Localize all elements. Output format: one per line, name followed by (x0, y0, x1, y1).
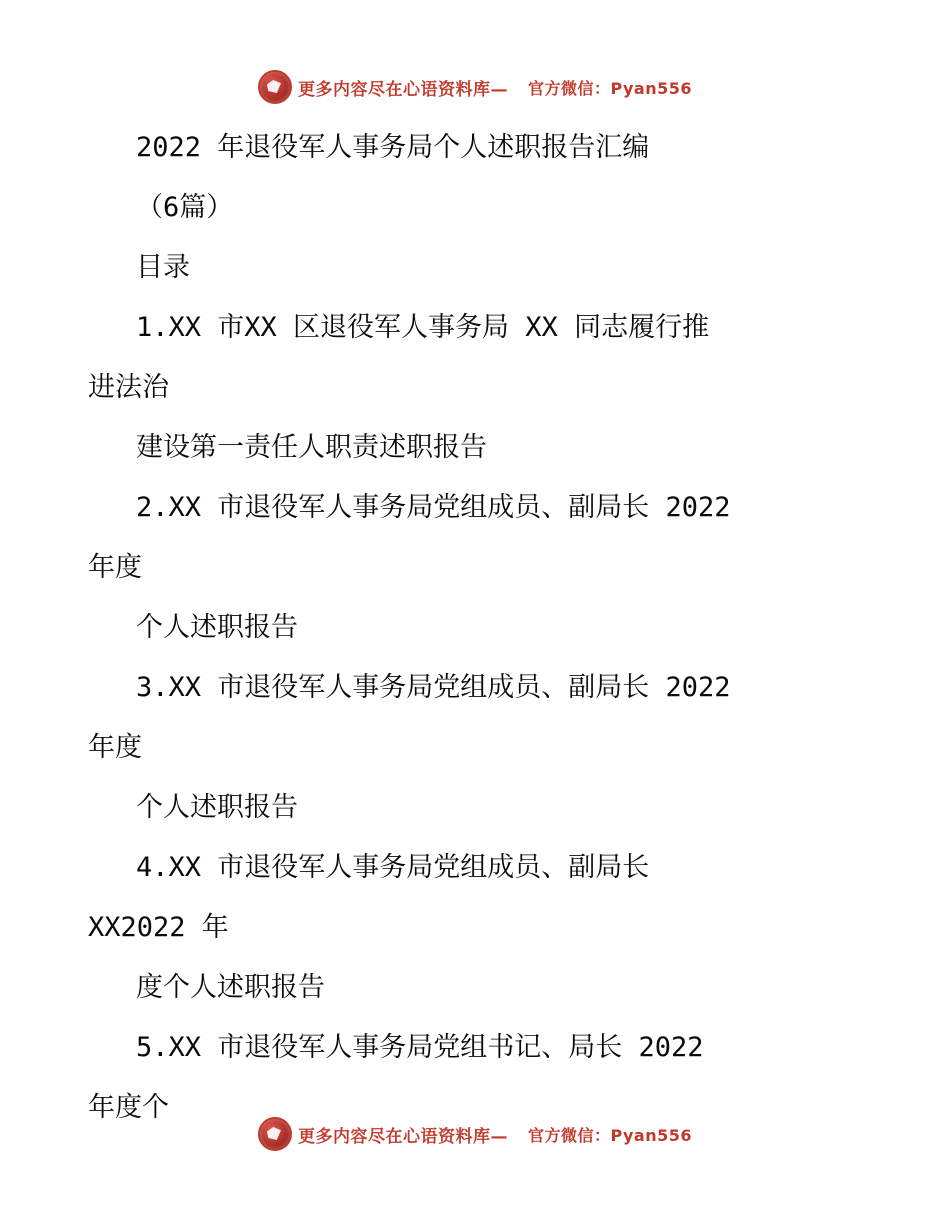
document-body (88, 118, 878, 1138)
document-title-line-2: （6篇） (136, 192, 234, 223)
watermark-main-text: 更多内容尽在心语资料库— (297, 1126, 508, 1147)
watermark-banner-top (0, 70, 950, 104)
toc-entry-line: 年度 (88, 732, 142, 763)
toc-entry-line: 个人述职报告 (136, 792, 298, 823)
toc-heading: 目录 (136, 252, 190, 283)
toc-entry-line: 5.XX 市退役军人事务局党组书记、局长 2022 (136, 1032, 704, 1063)
toc-entry-line: 年度个 (88, 1092, 169, 1123)
watermark-sub-text: 官方微信：Pyan556 (527, 1125, 693, 1145)
toc-entry-line: 度个人述职报告 (136, 972, 325, 1003)
toc-entry-line: 1.XX 市XX 区退役军人事务局 XX 同志履行推 (136, 312, 710, 343)
toc-entry-line: XX2022 年 (88, 912, 229, 943)
watermark-sub-text: 官方微信：Pyan556 (527, 78, 693, 98)
watermark-main-text: 更多内容尽在心语资料库— (297, 79, 508, 100)
watermark-banner-bottom (0, 1117, 950, 1151)
toc-entry-line: 4.XX 市退役军人事务局党组成员、副局长 (136, 852, 650, 883)
toc-entry-line: 年度 (88, 552, 142, 583)
toc-entry-line: 个人述职报告 (136, 612, 298, 643)
toc-entry-line: 2.XX 市退役军人事务局党组成员、副局长 2022 (136, 492, 731, 523)
seal-badge-icon (258, 1117, 292, 1151)
toc-entry-line: 建设第一责任人职责述职报告 (136, 432, 487, 463)
toc-entry-line: 进法治 (88, 372, 169, 403)
seal-badge-icon (258, 70, 292, 104)
toc-entry-line: 3.XX 市退役军人事务局党组成员、副局长 2022 (136, 672, 731, 703)
document-title-line-1: 2022 年退役军人事务局个人述职报告汇编 (136, 132, 650, 163)
